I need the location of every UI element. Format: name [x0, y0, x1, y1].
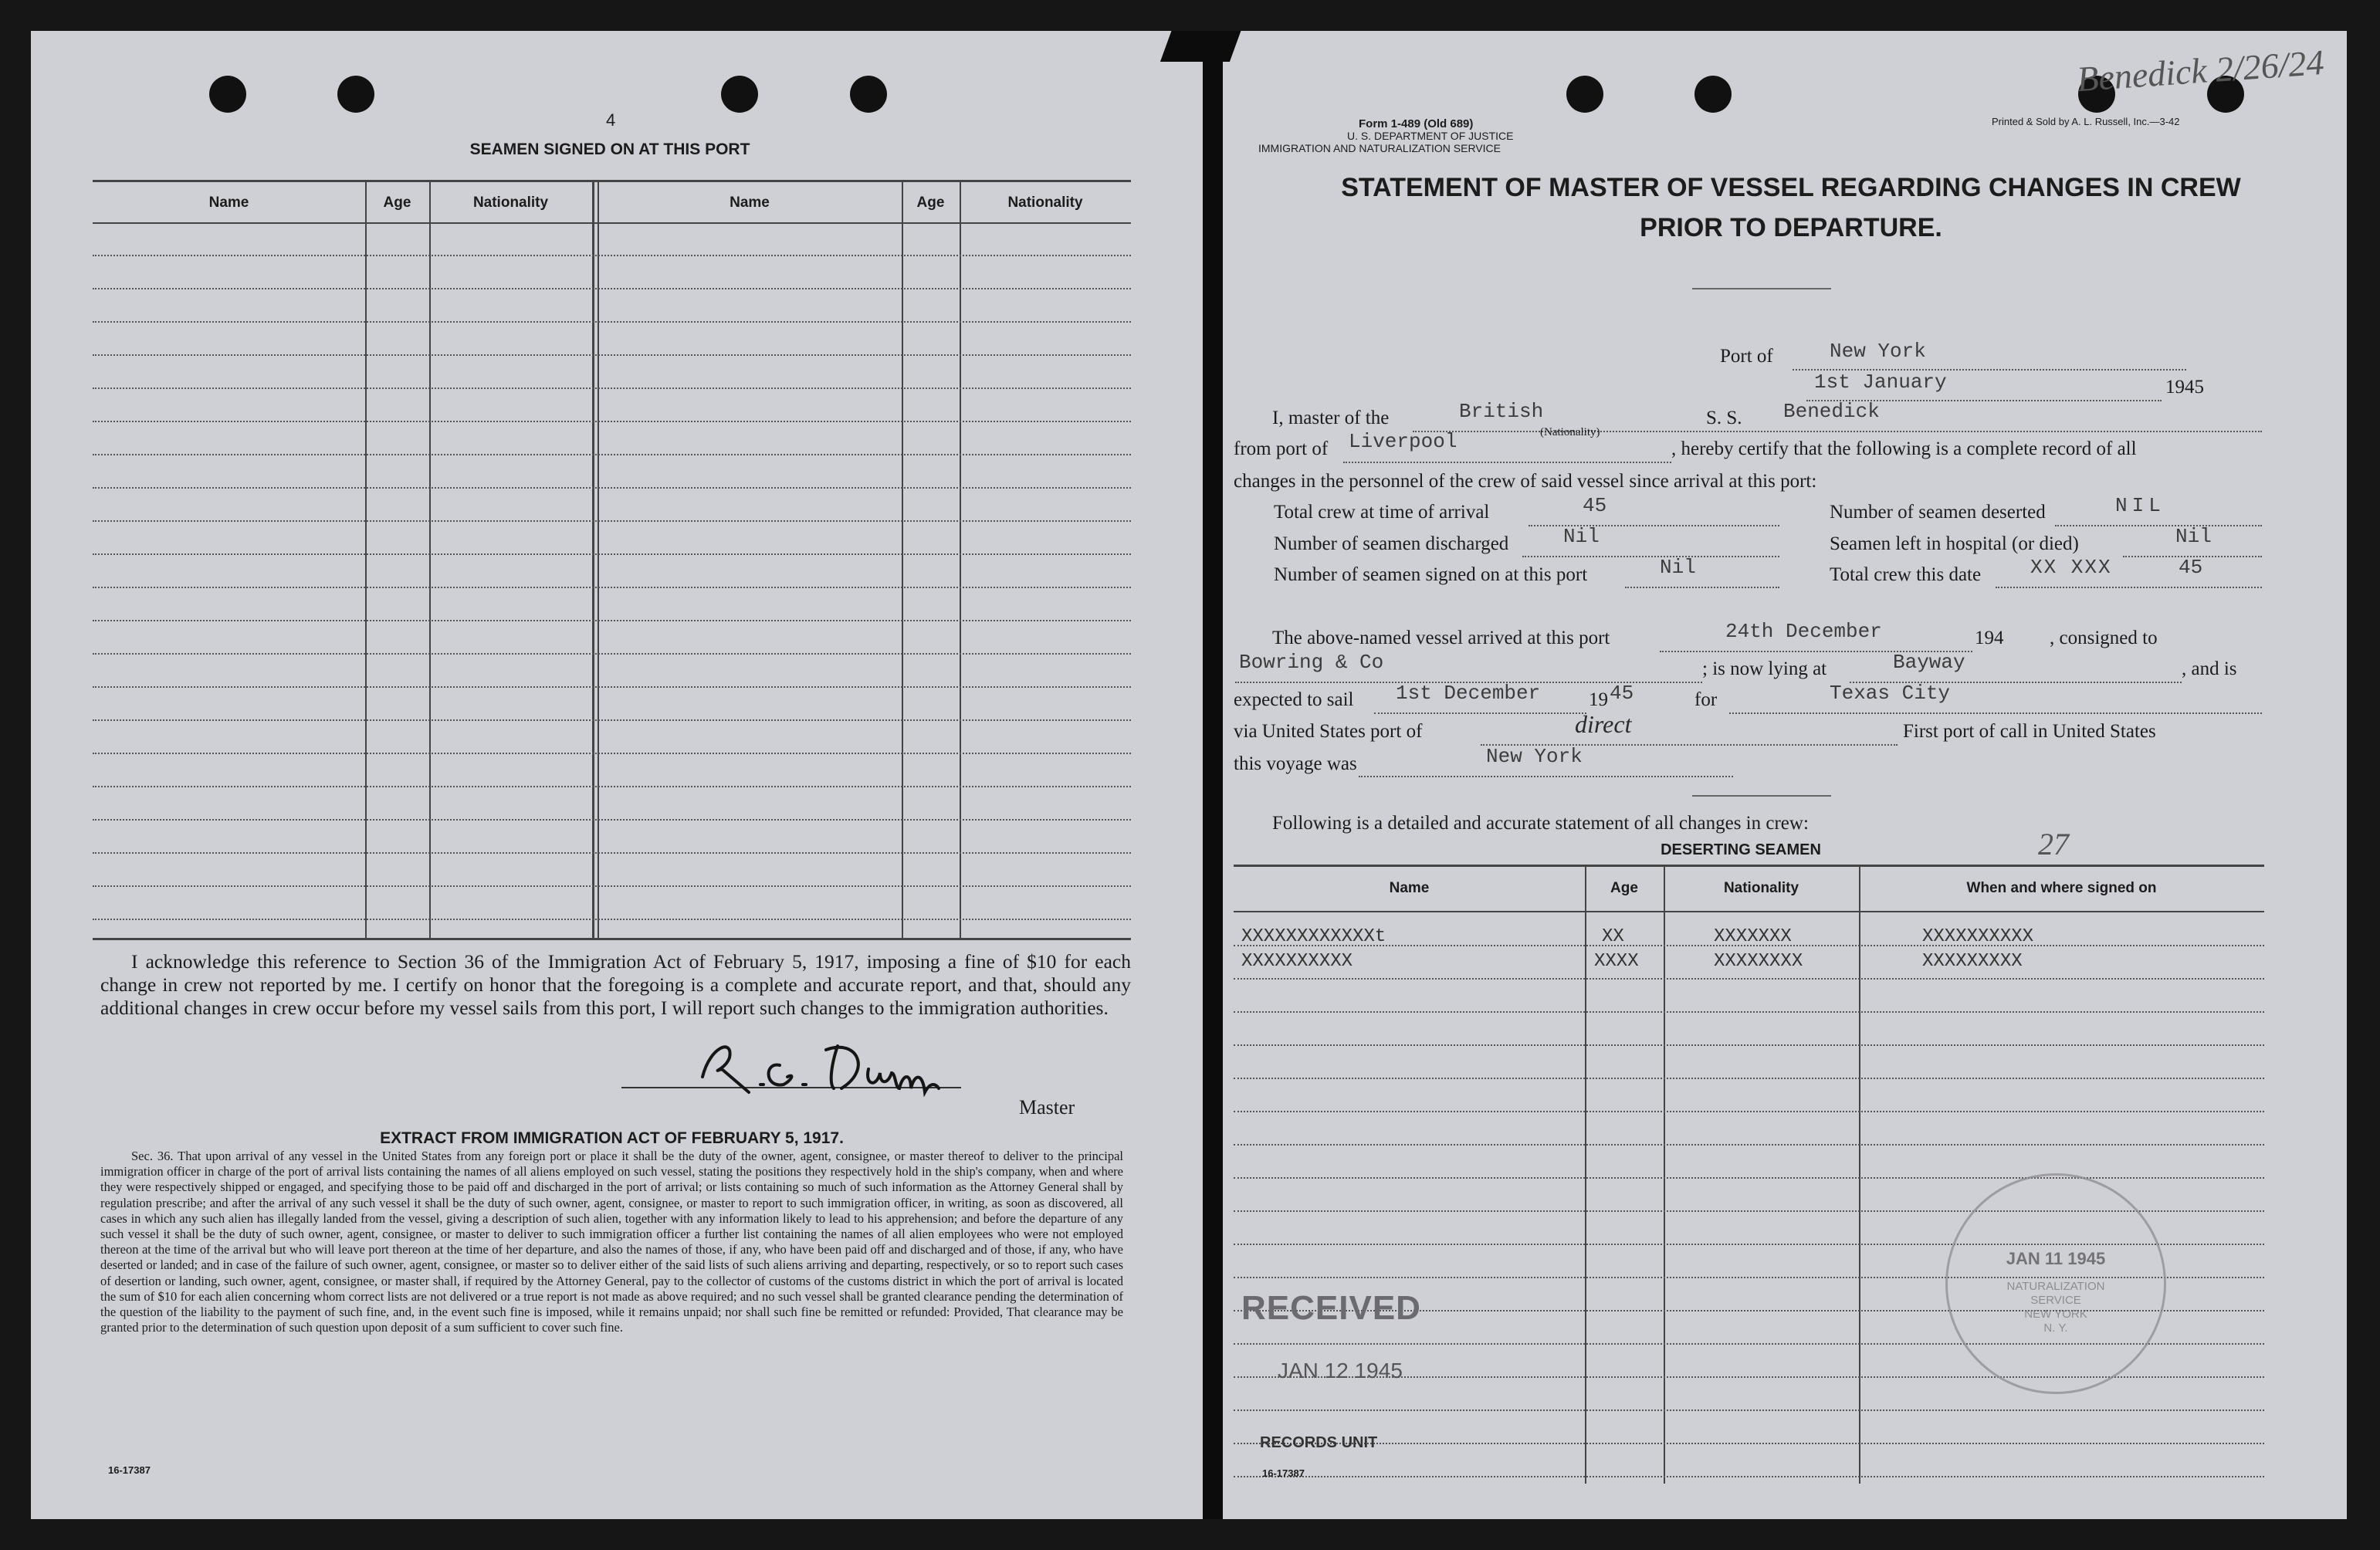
expected-year-prefix: 19 [1589, 689, 1608, 710]
seamen-discharged-label: Number of seamen discharged [1274, 533, 1509, 554]
consigned-label: , consigned to [2050, 628, 2158, 648]
ship-name: Benedick [1783, 400, 1880, 423]
row-line [93, 786, 1131, 787]
punch-hole [721, 76, 758, 113]
struck-entry: XXXXXXXXXX [1241, 951, 1353, 972]
row-line [1234, 1011, 2264, 1013]
row-line [1234, 1144, 2264, 1146]
corner-annotation: Benedick 2/26/24 [2075, 42, 2325, 100]
row-line [93, 487, 1131, 489]
round-stamp [1945, 1173, 2166, 1394]
page-fold [1203, 31, 1223, 1519]
ship-prefix: S. S. [1706, 408, 1742, 428]
date-year: 1945 [2165, 377, 2204, 398]
row-line [93, 388, 1131, 389]
row-line [93, 288, 1131, 289]
page-number: 4 [606, 110, 616, 130]
consignee-value: Bowring & Co [1239, 651, 1384, 674]
row-line [1234, 1177, 2264, 1179]
from-port-value: Liverpool [1349, 430, 1457, 453]
page-fold-tear [1160, 31, 1244, 62]
deserting-title: DESERTING SEAMEN [1661, 841, 1821, 858]
col-header-nationality: Nationality [472, 195, 549, 211]
row-line [93, 520, 1131, 522]
main-title-line1: STATEMENT OF MASTER OF VESSEL REGARDING CHANGES IN CREW [1341, 173, 2241, 202]
seamen-deserted-value: NIL [2115, 494, 2165, 517]
struck-entry: XXXX [1594, 951, 1639, 972]
master-label: I, master of the [1272, 408, 1390, 428]
row-line [93, 587, 1131, 588]
form-code: 16-17387 [108, 1464, 151, 1476]
col-header-age: Age [1610, 880, 1638, 896]
signed-on-label: Number of seamen signed on at this port [1274, 564, 1588, 585]
first-port-label: First port of call in United States [1903, 721, 2156, 742]
col-header-nationality: Nationality [1007, 195, 1083, 211]
left-page-title: SEAMEN SIGNED ON AT THIS PORT [469, 140, 750, 158]
row-line [93, 354, 1131, 356]
struck-text: XX XXX [2030, 556, 2112, 579]
punch-hole [1566, 76, 1603, 113]
col-header-name: Name [1389, 880, 1430, 896]
row-line [93, 620, 1131, 621]
struck-entry: XXXXXXXXX [1922, 951, 2023, 972]
struck-entry: XXXXXXXXXX [1922, 926, 2034, 947]
acknowledgement-text: I acknowledge this reference to Section 36 of the Immigration Act of February 5, 1917, imposing a fine of $10 for each change in crew not reported by me. I certify on honor that the foregoing is a complete and accurate report, and that, should any additional changes in crew occur before my vessel sails from this port, I will report such changes to the immigration authorities. [100, 950, 1131, 1019]
voyage-label: this voyage was [1234, 753, 1357, 774]
round-stamp-text: SERVICE [2030, 1294, 2081, 1307]
main-title-line2: PRIOR TO DEPARTURE. [1640, 213, 1942, 242]
extract-text: Sec. 36. That upon arrival of any vessel in the United States from any foreign port or place it shall be the duty of the owner, agent, consignee, or master thereof to deliver to the principal immigration officer in charge of the port of arrival lists containing the names of all aliens employed on such vessel, stating the positions they respectively hold in the ship's company, when and where they were respectively shipped or engaged, and specifying those to be paid off and discharged in the port of arrival; or lists containing so much of such information as the Attorney General shall by regulation prescribe; and after the arrival of any such vessel it shall be the duty of such owner, agent, consignee, or master to report to such immigration officer, in writing, as soon as discovered, all cases in which any such alien has illegally landed from the vessel, giving a description of such alien, together with any information likely to lead to his apprehension; and before the departure of any such vessel it shall be the duty of such owner, agent, consignee, or master to deliver to such immigration officer a further list containing the names of all alien employees who were not employed thereon at the time of the arrival but who will leave port thereon at the time of her departure, and also the names of those, if any, who have been paid off and discharged and of those, if any, who have deserted or landed; and in case of the failure of such owner, agent, consignee, or master so to deliver either of the said lists of such aliens arriving and departing, respectively, or so to report such cases of desertion or landing, such owner, agent, consignee, or master shall, if required by the Attorney General, pay to the collector of customs of the customs district in which the port of arrival is located the sum of $10 for each alien concerning whom correct lists are not delivered or a true report is not made as above required; and no such vessel shall be granted clearance pending the determination of the question of the liability to the payment of such fine, and, in the event such fine is imposed, while it remains unpaid; nor shall such fine be remitted or refunded: Provided, That clearance may be granted prior to the determination of such question upon deposit of a sum sufficient to cover such fine. [100, 1149, 1123, 1335]
lying-value: Bayway [1893, 651, 1965, 674]
lying-label: ; is now lying at [1702, 658, 1827, 679]
round-stamp-text: NATURALIZATION [2006, 1280, 2105, 1293]
total-crew-date-value: 45 [2179, 556, 2203, 579]
row-line [93, 686, 1131, 688]
col-header-name: Name [208, 195, 249, 211]
service: IMMIGRATION AND NATURALIZATION SERVICE [1258, 142, 1501, 154]
row-line [93, 454, 1131, 455]
expected-value: 1st December [1396, 682, 1541, 705]
struck-entry: XXXXXXXXXXXXt [1241, 926, 1386, 947]
row-line [1234, 1078, 2264, 1079]
row-line [93, 321, 1131, 323]
struck-entry: XXXXXXX [1714, 926, 1792, 947]
from-port-label: from port of [1234, 438, 1329, 459]
received-stamp: RECEIVED [1241, 1289, 1421, 1327]
row-line [93, 255, 1131, 256]
struck-entry: XXXXXXXX [1714, 951, 1803, 972]
expected-label: expected to sail [1234, 689, 1354, 710]
via-label: via United States port of [1234, 721, 1423, 742]
divider [1692, 288, 1831, 289]
nationality-value: British [1459, 400, 1544, 423]
row-line [93, 885, 1131, 887]
punch-hole [337, 76, 374, 113]
port-label: Port of [1720, 346, 1773, 367]
row-line [93, 653, 1131, 655]
col-header-name: Name [730, 195, 770, 211]
round-stamp-text: N. Y. [2043, 1322, 2068, 1335]
arrived-label: The above-named vessel arrived at this port [1272, 628, 1610, 648]
arrived-year: 194 [1975, 628, 2004, 648]
department: U. S. DEPARTMENT OF JUSTICE [1347, 130, 1514, 142]
received-date: JAN 12 1945 [1278, 1359, 1403, 1382]
row-line [1234, 1476, 2264, 1477]
form-code: 16-17387 [1262, 1467, 1305, 1479]
arrived-value: 24th December [1725, 620, 1882, 643]
divider [1692, 795, 1831, 797]
total-crew-date-label: Total crew this date [1830, 564, 1982, 585]
seamen-deserted-label: Number of seamen deserted [1830, 502, 2046, 523]
master-signature [687, 1023, 1011, 1100]
total-crew-arrival-value: 45 [1583, 494, 1607, 517]
document-sheet [31, 31, 2347, 1519]
punch-hole [209, 76, 246, 113]
hospital-label: Seamen left in hospital (or died) [1830, 533, 2079, 554]
expected-year: 45 [1610, 682, 1634, 705]
row-line [93, 819, 1131, 821]
row-line [93, 852, 1131, 854]
for-label: for [1694, 689, 1718, 710]
nationality-caption: (Nationality) [1540, 426, 1600, 438]
changes-text: changes in the personnel of the crew of said vessel since arrival at this port: [1234, 471, 1817, 492]
form-number: Form 1-489 (Old 689) [1359, 117, 1474, 130]
signature-label: Master [1019, 1096, 1075, 1119]
records-unit: RECORDS UNIT [1260, 1434, 1378, 1451]
col-header-age: Age [916, 195, 945, 211]
and-is: , and is [2182, 658, 2237, 679]
row-line [1234, 1410, 2264, 1411]
row-line [93, 553, 1131, 555]
port-value: New York [1830, 340, 1926, 363]
certify-text: , hereby certify that the following is a complete record of all [1671, 438, 2137, 459]
row-line [1234, 1044, 2264, 1046]
col-header-nationality: Nationality [1723, 880, 1799, 896]
following-text: Following is a detailed and accurate statement of all changes in crew: [1272, 813, 1809, 834]
round-stamp-date: JAN 11 1945 [2006, 1249, 2106, 1268]
col-header-signed-on: When and where signed on [1966, 880, 2157, 896]
col-header-age: Age [383, 195, 411, 211]
hospital-value: Nil [2175, 525, 2212, 548]
row-line [1234, 1443, 2264, 1444]
row-line [1234, 1111, 2264, 1112]
row-line [93, 919, 1131, 920]
printer: Printed & Sold by A. L. Russell, Inc.—3-42 [1992, 116, 2180, 127]
signed-on-value: Nil [1660, 556, 1696, 579]
struck-entry: XX [1602, 926, 1624, 947]
punch-hole [850, 76, 887, 113]
handwritten-number: 27 [2038, 827, 2069, 861]
punch-hole [1694, 76, 1732, 113]
round-stamp-text: NEW YORK [2024, 1308, 2087, 1321]
via-value: direct [1575, 710, 1632, 738]
destination-value: Texas City [1830, 682, 1951, 705]
total-crew-arrival-label: Total crew at time of arrival [1274, 502, 1490, 523]
row-line [1234, 978, 2264, 980]
extract-title: EXTRACT FROM IMMIGRATION ACT OF FEBRUARY 5, 1917. [380, 1129, 844, 1147]
row-line [93, 719, 1131, 721]
row-line [93, 421, 1131, 422]
seamen-discharged-value: Nil [1563, 525, 1600, 548]
row-line [93, 753, 1131, 754]
date-value: 1st January [1814, 371, 1947, 394]
voyage-value: New York [1486, 745, 1583, 768]
